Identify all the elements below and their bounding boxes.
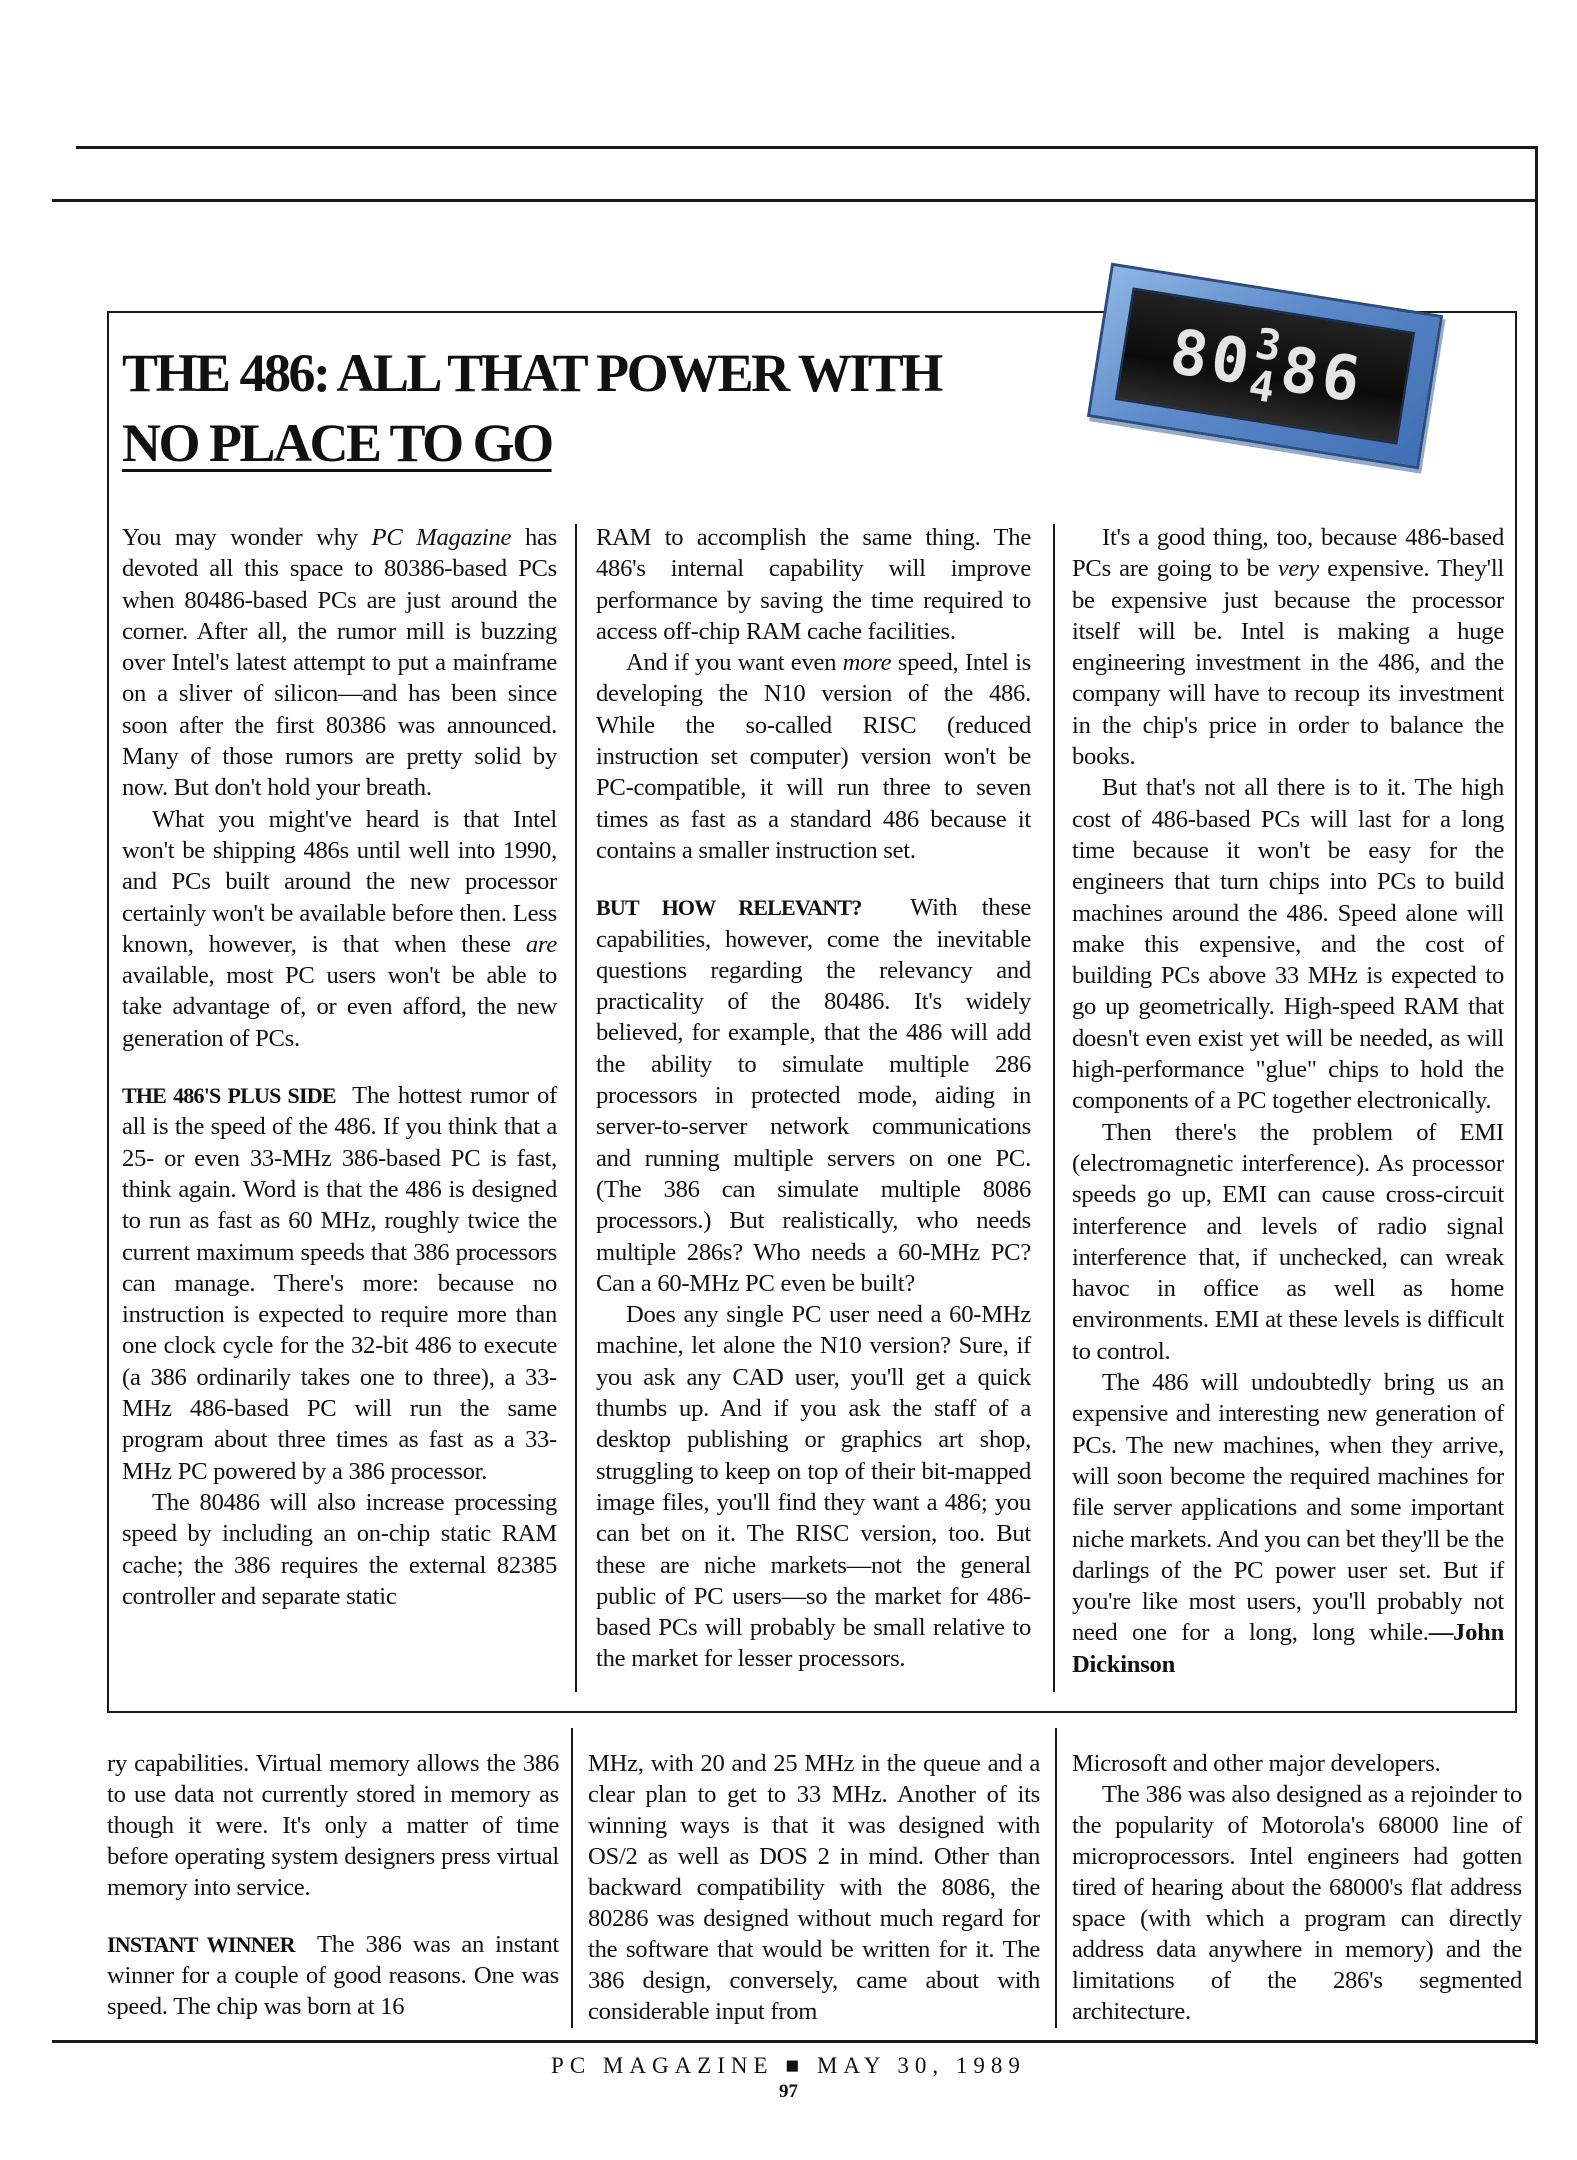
paragraph: ry capabilities. Virtual memory allows the 386 to use data not currently stored in memory as though it were. It's only a matter of time before operating system designers press virtual memory into service. [107, 1750, 559, 1901]
subhead: THE 486'S PLUS SIDE [122, 1083, 336, 1109]
text: expensive. They'll be expensive just because the processor itself will be. Intel is making a huge engineering investment in the 486, and the company will have to recoup its investment in the chip's price in order to balance the books. [1072, 555, 1504, 771]
paragraph [1072, 522, 1504, 772]
top-rule-lower [52, 199, 1537, 202]
text: The hottest rumor of all is the speed of the 486. If you think that a 25- or even 33-MHz 386-based PC is fast, think again. Word is that the 486 is designed to run as fast as 60 MHz, roughly twice the current maximum speeds that 386 processors can manage. There's more: because no instruction is expected to require more than one clock cycle for the 32-bit 486 to execute (a 386 ordinarily takes one to three), a 33-MHz 486-based PC will run the same program about three times as fast as a 33-MHz PC powered by a 386 processor. [122, 1082, 558, 1485]
emphasis: very [1277, 555, 1320, 583]
emphasis: more [842, 649, 892, 677]
paragraph [1072, 1367, 1504, 1680]
column-divider [571, 1728, 573, 2028]
paragraph [596, 647, 1031, 866]
lower-column-2 [588, 1748, 1040, 2027]
title-line-1: THE 486: ALL THAT POWER WITH [122, 343, 941, 403]
text: available, most PC users won't be able to take advantage of, or even afford, the new generation of PCs. [122, 962, 557, 1052]
sidebar-column-2 [596, 522, 1031, 1675]
bottom-rule [52, 2040, 1538, 2043]
paragraph: MHz, with 20 and 25 MHz in the queue and a clear plan to get to 33 MHz. Another of its winning ways is that it was designed with OS/2 as well as DOS 2 in mind. Other than backward compatibility with the 8086, the 80286 was designed without much regard for the software that would be written for it. The 386 design, conversely, came about with considerable input from [588, 1750, 1040, 2025]
lower-column-3 [1072, 1748, 1522, 2027]
paragraph: Then there's the problem of EMI (electromagnetic interference). As processor speeds go up, EMI can cause cross-circuit interference and levels of radio signal interference that, if unchecked, can wreak havoc in office as well as home environments. EMI at these levels is difficult to control. [1072, 1118, 1504, 1365]
column-divider [575, 524, 577, 1692]
paragraph: Microsoft and other major developers. [1072, 1750, 1441, 1777]
column-divider [1053, 524, 1055, 1692]
chip-digit: 3 [1252, 318, 1285, 371]
footer-masthead: PC MAGAZINE ■ MAY 30, 1989 [551, 2053, 1026, 2078]
text: With these capabilities, however, come the inevitable questions regarding the relevancy and practicality of the 80486. It's widely believed, for example, that the 486 will add the ability to simulate multiple 286 processors in protected mode, aiding in server-to-server network communications and running multiple servers on one PC. (The 386 can simulate multiple 8086 processors.) But realistically, who needs multiple 286s? Who needs a 60-MHz PC? Can a 60-MHz PC even be built? [596, 894, 1031, 1297]
top-rule [76, 146, 1537, 149]
chip-digit: 4 [1245, 360, 1279, 413]
text: And if you want even [626, 649, 843, 677]
chip-digit: 6 [1316, 338, 1365, 417]
column-divider [1055, 1728, 1057, 2028]
page-number: 97 [779, 2081, 798, 2102]
paragraph [122, 804, 557, 1054]
paragraph [596, 892, 1031, 1299]
subhead: BUT HOW RELEVANT? [596, 895, 862, 921]
paragraph: But that's not all there is to it. The high cost of 486-based PCs will last for a long time because it won't be easy for the engineers that turn chips into PCs to build machines around the 486. Speed alone will make this expensive, and the cost of building PCs above 33 MHz is expected to go up geometrically. High-speed RAM that doesn't even exist yet will be needed, as will high-performance "glue" chips to hold the components of a PC together electronically. [1072, 774, 1504, 1115]
byline: —John Dickinson [1072, 1619, 1504, 1678]
text: You may wonder why [122, 524, 372, 551]
chip-digit: 0 [1206, 321, 1255, 399]
text: The 486 will undoubtedly bring us an expensive and interesting new generation of PCs. The new machines, when they arrive, will soon become the required machines for file server applications and some important niche markets. And you can bet they'll be the darlings of the PC power user set. But if you're like most users, you'll probably not need one for a long, long while. [1072, 1369, 1504, 1647]
sidebar-column-1 [122, 522, 557, 1612]
right-margin-rule [1535, 146, 1538, 2044]
paragraph: RAM to accomplish the same thing. The 486's internal capability will improve performance by saving the time required to access off-chip RAM cache facilities. [596, 524, 1031, 645]
page-footer [0, 2053, 1577, 2103]
emphasis: are [525, 930, 557, 958]
chip-digit: 8 [1165, 314, 1214, 393]
lower-column-1 [107, 1748, 559, 2022]
paragraph [122, 522, 557, 804]
text: The 386 was an instant winner for a couple of good reasons. One was speed. The chip was born at 16 [107, 1931, 559, 2020]
paragraph: Does any single PC user need a 60-MHz machine, let alone the N10 version? Sure, if you ask any CAD user, you'll get a quick thumbs up. And if you ask the staff of a desktop publishing or graphics art shop, struggling to keep on top of their bit-mapped image files, you'll find they want a 486; you can bet on it. The RISC version, too. But these are niche markets—not the general public of PC users—so the market for 486-based PCs will probably be small relative to the market for lesser processors. [596, 1301, 1031, 1673]
sidebar-column-3 [1072, 522, 1504, 1680]
magazine-name: PC Magazine [371, 524, 512, 551]
text: speed, Intel is developing the N10 version of the 486. While the so-called RISC (reduced instruction set computer) version won't be PC-compatible, it will run three to seven times as fast as a standard 486 because it contains a smaller instruction set. [596, 649, 1031, 864]
chip-digit: 8 [1275, 332, 1325, 410]
subhead: INSTANT WINNER [107, 1932, 295, 1957]
paragraph: The 386 was also designed as a rejoinder to the popularity of Motorola's 68000 line of microprocessors. Intel engineers had gotten tired of hearing about the 68000's flat address space (with which a program can directly address data anywhere in memory) and the limitations of the 286's segmented architecture. [1072, 1781, 1522, 2025]
paragraph [107, 1929, 559, 2022]
text: has devoted all this space to 80386-based PCs when 80486-based PCs are just around the corner. After all, the rumor mill is buzzing over Intel's latest attempt to put a mainframe on a sliver of silicon—and has been since soon after the first 80386 was announced. Many of those rumors are pretty solid by now. But don't hold your breath. [122, 524, 557, 802]
text: It's a good thing, too, because 486-based PCs are going to be [1072, 524, 1504, 583]
text: What you might've heard is that Intel won't be shipping 486s until well into 1990, and PCs built around the new processor certainly won't be available before then. Less known, however, is that when these [122, 805, 557, 958]
paragraph [122, 1080, 557, 1487]
title-line-2: NO PLACE TO GO [122, 413, 552, 473]
article-title [122, 338, 941, 478]
paragraph: The 80486 will also increase processing speed by including an on-chip static RAM cache; the 386 requires the external 82385 controller and separate static [122, 1488, 557, 1610]
